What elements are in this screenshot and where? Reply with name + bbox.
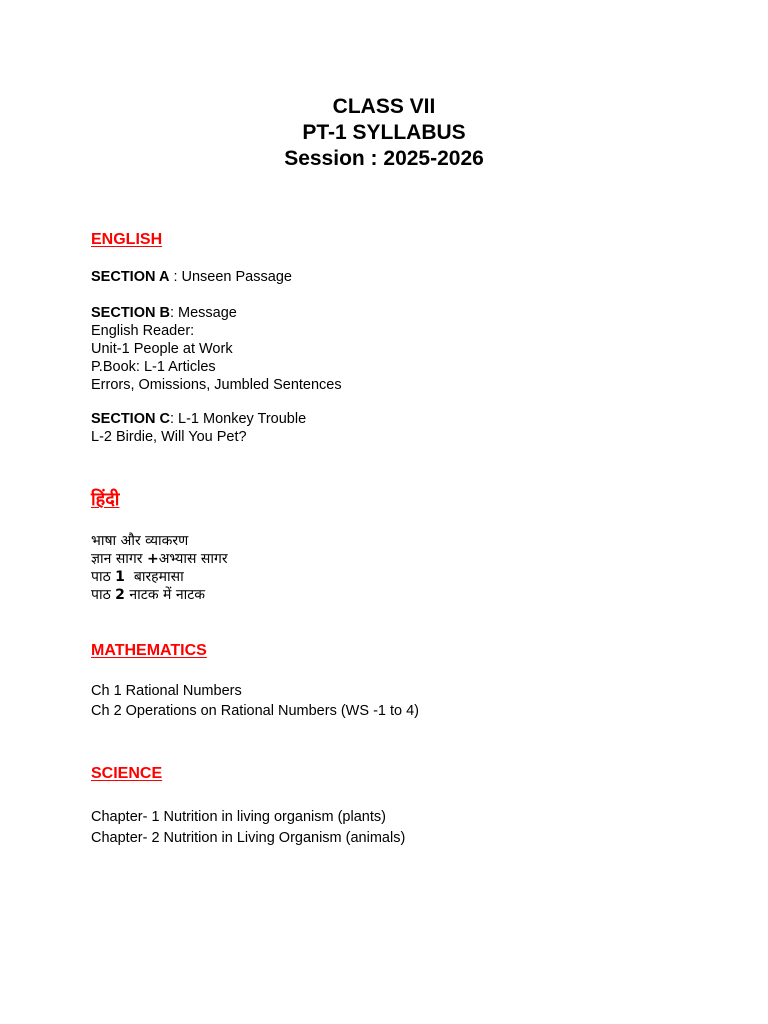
english-heading: ENGLISH <box>91 231 163 248</box>
plus-sign: + <box>146 551 159 567</box>
section-b-label: SECTION B <box>91 305 170 321</box>
mathematics-content <box>91 681 419 721</box>
section-a-text: : Unseen Passage <box>169 269 292 285</box>
section-b-line: Errors, Omissions, Jumbled Sentences <box>91 377 342 393</box>
hindi-text: पाठ <box>91 569 116 585</box>
hindi-text: ज्ञान सागर <box>91 551 147 567</box>
class-title: CLASS VII <box>332 95 436 118</box>
hindi-text: अभ्यास सागर <box>158 551 228 567</box>
hindi-content <box>91 532 228 604</box>
english-section-c <box>91 410 306 446</box>
hindi-text: बारहमासा <box>124 569 184 585</box>
section-b-line: English Reader: <box>91 323 195 339</box>
hindi-text: नाटक में नाटक <box>124 587 206 603</box>
lesson-number: 2 <box>115 587 125 603</box>
section-b-text: : Message <box>169 305 237 321</box>
math-line: Ch 2 Operations on Rational Numbers (WS -1 to 4) <box>91 703 419 719</box>
english-section-b <box>91 304 342 394</box>
science-heading: SCIENCE <box>91 765 163 782</box>
section-b-line: P.Book: L-1 Articles <box>91 359 216 375</box>
english-section-a <box>91 268 292 286</box>
mathematics-heading: MATHEMATICS <box>91 642 207 659</box>
section-c-line: L-2 Birdie, Will You Pet? <box>91 429 247 445</box>
hindi-heading: हिंदी <box>91 489 120 510</box>
hindi-line: भाषा और व्याकरण <box>91 533 189 549</box>
science-line: Chapter- 1 Nutrition in living organism (plants) <box>91 809 386 825</box>
science-content <box>91 807 405 849</box>
section-c-label: SECTION C <box>91 411 170 427</box>
section-c-text: : L-1 Monkey Trouble <box>169 411 307 427</box>
document-header <box>0 94 768 172</box>
session-title: Session : 2025-2026 <box>284 147 484 170</box>
section-a-label: SECTION A <box>91 269 170 285</box>
lesson-number: 1 <box>115 569 125 585</box>
section-b-line: Unit-1 People at Work <box>91 341 233 357</box>
math-line: Ch 1 Rational Numbers <box>91 683 242 699</box>
hindi-text: पाठ <box>91 587 116 603</box>
syllabus-title: PT-1 SYLLABUS <box>302 121 466 144</box>
science-line: Chapter- 2 Nutrition in Living Organism (animals) <box>91 830 406 846</box>
